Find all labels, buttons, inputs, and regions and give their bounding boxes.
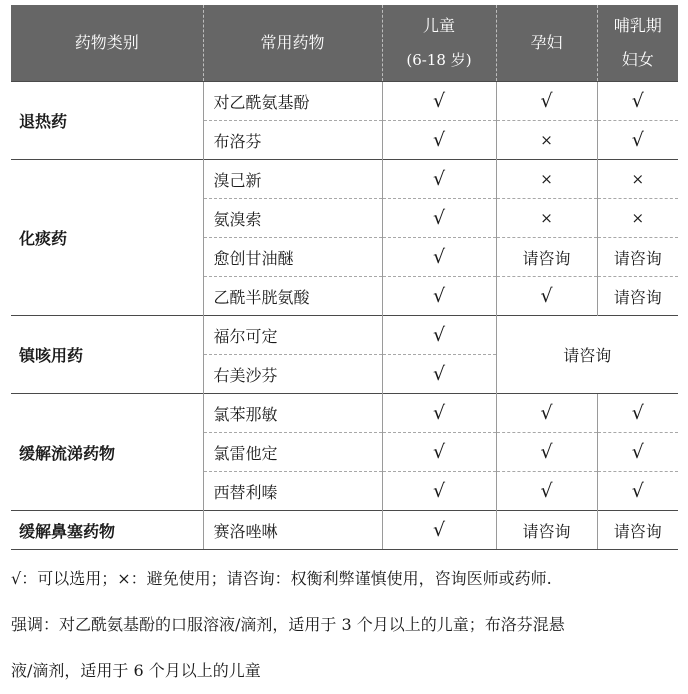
pregnant-cell: √	[496, 82, 597, 121]
header-pregnant: 孕妇	[496, 5, 597, 82]
medication-table	[11, 5, 678, 550]
lactating-cell: √	[597, 82, 678, 121]
pregnant-cell: ×	[496, 199, 597, 238]
header-lactating-line2: 妇女	[621, 50, 654, 69]
pregnant-cell: 请咨询	[496, 511, 597, 550]
children-cell: √	[382, 160, 496, 199]
category-cell: 缓解流涕药物	[11, 394, 203, 511]
drug-cell: 氨溴索	[203, 199, 382, 238]
pregnant-cell: √	[496, 277, 597, 316]
drug-cell: 右美沙芬	[203, 355, 382, 394]
drug-cell: 氯雷他定	[203, 433, 382, 472]
table-row	[11, 160, 678, 199]
drug-cell: 氯苯那敏	[203, 394, 382, 433]
table-row	[11, 316, 678, 355]
lactating-cell: √	[597, 472, 678, 511]
drug-cell: 西替利嗪	[203, 472, 382, 511]
table-row	[11, 511, 678, 550]
table-row	[11, 394, 678, 433]
pregnant-cell: √	[496, 394, 597, 433]
table-row	[11, 82, 678, 121]
medication-table-container	[11, 5, 678, 550]
table-header-row	[11, 5, 678, 82]
lactating-cell: √	[597, 121, 678, 160]
drug-cell: 愈创甘油醚	[203, 238, 382, 277]
lactating-cell: 请咨询	[597, 277, 678, 316]
emphasis-note-line2: 液/滴剂，适用于 6 个月以上的儿童	[11, 661, 261, 680]
lactating-cell: √	[597, 394, 678, 433]
children-cell: √	[382, 472, 496, 511]
drug-cell: 赛洛唑啉	[203, 511, 382, 550]
merged-consult-cell: 请咨询	[496, 316, 678, 394]
category-cell: 镇咳用药	[11, 316, 203, 394]
children-cell: √	[382, 355, 496, 394]
drug-cell: 溴己新	[203, 160, 382, 199]
header-children	[382, 5, 496, 82]
children-cell: √	[382, 121, 496, 160]
children-cell: √	[382, 238, 496, 277]
category-cell: 退热药	[11, 82, 203, 160]
drug-cell: 布洛芬	[203, 121, 382, 160]
header-lactating	[597, 5, 678, 82]
category-cell: 化痰药	[11, 160, 203, 316]
pregnant-cell: √	[496, 472, 597, 511]
header-children-line1: 儿童	[422, 16, 455, 35]
lactating-cell: 请咨询	[597, 238, 678, 277]
children-cell: √	[382, 394, 496, 433]
children-cell: √	[382, 82, 496, 121]
header-lactating-line1: 哺乳期	[613, 16, 662, 35]
drug-cell: 对乙酰氨基酚	[203, 82, 382, 121]
lactating-cell: √	[597, 433, 678, 472]
drug-cell: 福尔可定	[203, 316, 382, 355]
children-cell: √	[382, 277, 496, 316]
header-category: 药物类别	[11, 5, 203, 82]
pregnant-cell: ×	[496, 160, 597, 199]
children-cell: √	[382, 316, 496, 355]
lactating-cell: 请咨询	[597, 511, 678, 550]
pregnant-cell: 请咨询	[496, 238, 597, 277]
lactating-cell: ×	[597, 160, 678, 199]
header-drug: 常用药物	[203, 5, 382, 82]
children-cell: √	[382, 433, 496, 472]
children-cell: √	[382, 199, 496, 238]
lactating-cell: ×	[597, 199, 678, 238]
legend-note: √：可以选用；×：避免使用；请咨询：权衡利弊谨慎使用，咨询医师或药师.	[11, 569, 552, 588]
pregnant-cell: ×	[496, 121, 597, 160]
category-cell: 缓解鼻塞药物	[11, 511, 203, 550]
drug-cell: 乙酰半胱氨酸	[203, 277, 382, 316]
pregnant-cell: √	[496, 433, 597, 472]
children-cell: √	[382, 511, 496, 550]
emphasis-note-line1: 强调：对乙酰氨基酚的口服溶液/滴剂，适用于 3 个月以上的儿童；布洛芬混悬	[11, 615, 565, 634]
header-children-line2: (6-18 岁)	[406, 51, 472, 69]
